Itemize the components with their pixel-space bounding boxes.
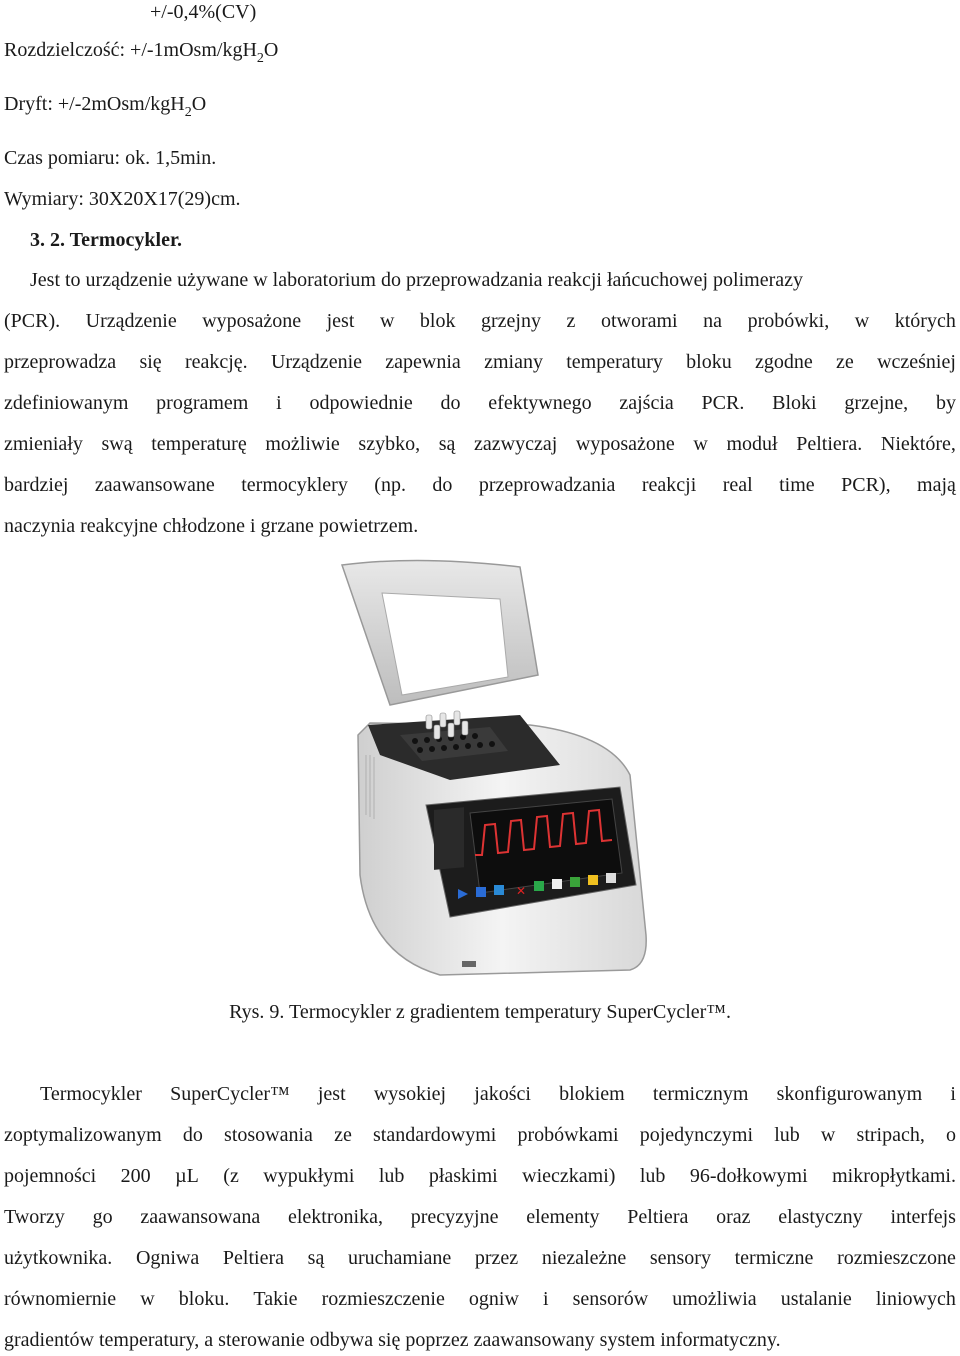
word: grzejne, <box>844 392 909 414</box>
word: równomiernie <box>4 1288 117 1310</box>
word: mają <box>917 474 956 496</box>
para1-text <box>4 350 956 374</box>
para2-text <box>4 1164 956 1188</box>
spec-measure-time: Czas pomiaru: ok. 1,5min. <box>4 147 217 169</box>
para2-line <box>4 1164 956 1188</box>
word: i <box>950 1083 956 1105</box>
word: wyposażone <box>202 310 302 332</box>
word: płaskimi <box>428 1165 498 1187</box>
word: na <box>703 310 723 332</box>
word: Niektóre, <box>880 433 956 455</box>
spec-resolution-text: Rozdzielczość: +/-1mOsm/kgH <box>4 39 257 61</box>
para2-text <box>4 1287 956 1311</box>
word: real <box>722 474 753 496</box>
word: Urządzenie <box>85 310 177 332</box>
para1-text <box>4 473 956 497</box>
word: i <box>542 1288 549 1310</box>
word: PCR. <box>701 392 745 414</box>
word: z <box>566 310 576 332</box>
word: przez <box>474 1247 519 1269</box>
word: termiczne <box>734 1247 814 1269</box>
para1-line <box>4 350 956 374</box>
word: pojemności <box>4 1165 97 1187</box>
word: Takie <box>253 1288 298 1310</box>
word: Peltiera. <box>796 433 863 455</box>
word: termocyklery <box>241 474 348 496</box>
word: o <box>946 1124 956 1146</box>
word: swą <box>101 433 133 455</box>
word: zaawansowane <box>94 474 215 496</box>
word: są <box>438 433 456 455</box>
word: µL <box>175 1165 199 1187</box>
word: wypukłymi <box>263 1165 355 1187</box>
word: precyzyjne <box>410 1206 499 1228</box>
word: elektronika, <box>288 1206 383 1228</box>
word: sensory <box>649 1247 711 1269</box>
word: użytkownika. <box>4 1247 113 1269</box>
word: w <box>693 433 708 455</box>
word: których <box>894 310 956 332</box>
para2-line <box>4 1246 956 1270</box>
word: w <box>820 1124 836 1146</box>
word: termicznym <box>652 1083 749 1105</box>
spec-drift <box>4 92 207 120</box>
word: w <box>140 1288 155 1310</box>
word: SuperCycler™ <box>170 1083 290 1105</box>
word: stripach, <box>856 1124 925 1146</box>
para1-text <box>4 432 956 456</box>
word: pojedynczymi <box>639 1124 754 1146</box>
word: odpowiednie <box>309 392 413 414</box>
word: lub <box>378 1165 405 1187</box>
spec-cv: +/-0,4%(CV) <box>150 1 257 23</box>
word: (np. <box>374 474 406 496</box>
para1-text <box>4 391 956 415</box>
word: stosowania <box>224 1124 313 1146</box>
word: lub <box>639 1165 666 1187</box>
word: Ogniwa <box>135 1247 200 1269</box>
section-heading: 3. 2. Termocykler. <box>30 229 183 251</box>
word: są <box>307 1247 325 1269</box>
word: oraz <box>716 1206 751 1228</box>
word: Bloki <box>772 392 817 414</box>
word: ogniw <box>468 1288 519 1310</box>
word: efektywnego <box>488 392 592 414</box>
word: reakcji <box>641 474 697 496</box>
word: szybko, <box>358 433 421 455</box>
word: przeprowadzania <box>478 474 616 496</box>
para2-text <box>4 1205 956 1229</box>
para1-line <box>4 309 956 333</box>
word: w <box>854 310 870 332</box>
word: PCR), <box>841 474 891 496</box>
word: reakcję. <box>184 351 248 373</box>
svg-text:✕: ✕ <box>516 884 527 898</box>
thermocycler-image <box>330 555 650 985</box>
word: do <box>182 1124 203 1146</box>
para1-line <box>4 432 956 456</box>
word: blok <box>419 310 456 332</box>
para2-line <box>40 1082 956 1106</box>
word: rozmieszczone <box>837 1247 956 1269</box>
word: jest <box>317 1083 346 1105</box>
word: jakości <box>474 1083 531 1105</box>
word: się <box>139 351 162 373</box>
word: ze <box>836 351 854 373</box>
word: zazwyczaj <box>474 433 558 455</box>
para1-text <box>4 309 956 333</box>
word: probówkami <box>517 1124 619 1146</box>
word: 96-dołkowymi <box>689 1165 808 1187</box>
para2-text <box>4 1246 956 1270</box>
word: zmiany <box>484 351 543 373</box>
para2-line <box>4 1123 956 1147</box>
word: ze <box>334 1124 352 1146</box>
word: w <box>379 310 395 332</box>
word: blokiem <box>559 1083 625 1105</box>
para2-line <box>4 1205 956 1229</box>
word: programem <box>156 392 249 414</box>
word: bloku. <box>178 1288 230 1310</box>
word: temperaturę <box>151 433 247 455</box>
word: liniowych <box>875 1288 956 1310</box>
word: uruchamiane <box>347 1247 452 1269</box>
word: i <box>276 392 282 414</box>
spec-drift-text: Dryft: +/-2mOsm/kgH <box>4 93 185 115</box>
word: elementy <box>526 1206 600 1228</box>
word: Urządzenie <box>270 351 362 373</box>
para1-line <box>4 473 956 497</box>
suffix-o: O <box>191 93 207 115</box>
word: 200 <box>120 1165 151 1187</box>
word: zgodne <box>754 351 813 373</box>
para2-text <box>40 1082 956 1106</box>
word: rozmieszczenie <box>321 1288 445 1310</box>
para2-line: gradientów temperatury, a sterowanie odbywa się poprzez zaawansowany system informatyczny. <box>4 1329 781 1351</box>
word: zajścia <box>619 392 674 414</box>
word: możliwie <box>265 433 340 455</box>
word: przeprowadza <box>4 351 117 373</box>
word: zmieniały <box>4 433 83 455</box>
suffix-o: O <box>263 39 279 61</box>
word: (PCR). <box>4 310 61 332</box>
word: time <box>779 474 815 496</box>
word: ustalanie <box>780 1288 852 1310</box>
word: by <box>935 392 956 414</box>
figure-caption: Rys. 9. Termocykler z gradientem temperatury SuperCycler™. <box>229 1001 731 1023</box>
word: lub <box>774 1124 800 1146</box>
word: do <box>440 392 461 414</box>
word: mikropłytkami. <box>832 1165 956 1187</box>
word: wyposażone <box>575 433 675 455</box>
subscript-2: 2 <box>256 51 264 66</box>
word: zaawansowana <box>140 1206 261 1228</box>
spec-dimensions: Wymiary: 30X20X17(29)cm. <box>4 188 241 210</box>
word: Termocykler <box>40 1083 142 1105</box>
para2-text <box>4 1123 956 1147</box>
word: bloku <box>686 351 732 373</box>
word: niezależne <box>541 1247 627 1269</box>
word: Peltiera <box>627 1206 689 1228</box>
word: probówki, <box>747 310 830 332</box>
word: wieczkami) <box>522 1165 616 1187</box>
subscript-2: 2 <box>184 105 192 120</box>
word: temperatury <box>566 351 663 373</box>
word: moduł <box>726 433 778 455</box>
word: go <box>92 1206 113 1228</box>
spec-resolution <box>4 38 279 66</box>
word: otworami <box>600 310 678 332</box>
word: standardowymi <box>373 1124 497 1146</box>
word: zoptymalizowanym <box>4 1124 162 1146</box>
word: sensorów <box>572 1288 649 1310</box>
para1-line <box>4 391 956 415</box>
para2-line <box>4 1287 956 1311</box>
word: skonfigurowanym <box>776 1083 923 1105</box>
word: interfejs <box>890 1206 956 1228</box>
word: wysokiej <box>373 1083 447 1105</box>
word: Peltiera <box>222 1247 285 1269</box>
word: wcześniej <box>877 351 956 373</box>
para1-line: Jest to urządzenie używane w laboratorium do przeprowadzania reakcji łańcuchowej polimerazy <box>30 269 803 291</box>
word: zdefiniowanym <box>4 392 129 414</box>
word: do <box>432 474 453 496</box>
word: zapewnia <box>385 351 461 373</box>
word: elastyczny <box>778 1206 863 1228</box>
word: umożliwia <box>672 1288 757 1310</box>
word: (z <box>223 1165 239 1187</box>
word: Tworzy <box>4 1206 65 1228</box>
para1-line: naczynia reakcyjne chłodzone i grzane powietrzem. <box>4 515 419 537</box>
word: grzejny <box>481 310 541 332</box>
word: jest <box>326 310 355 332</box>
word: bardziej <box>4 474 69 496</box>
